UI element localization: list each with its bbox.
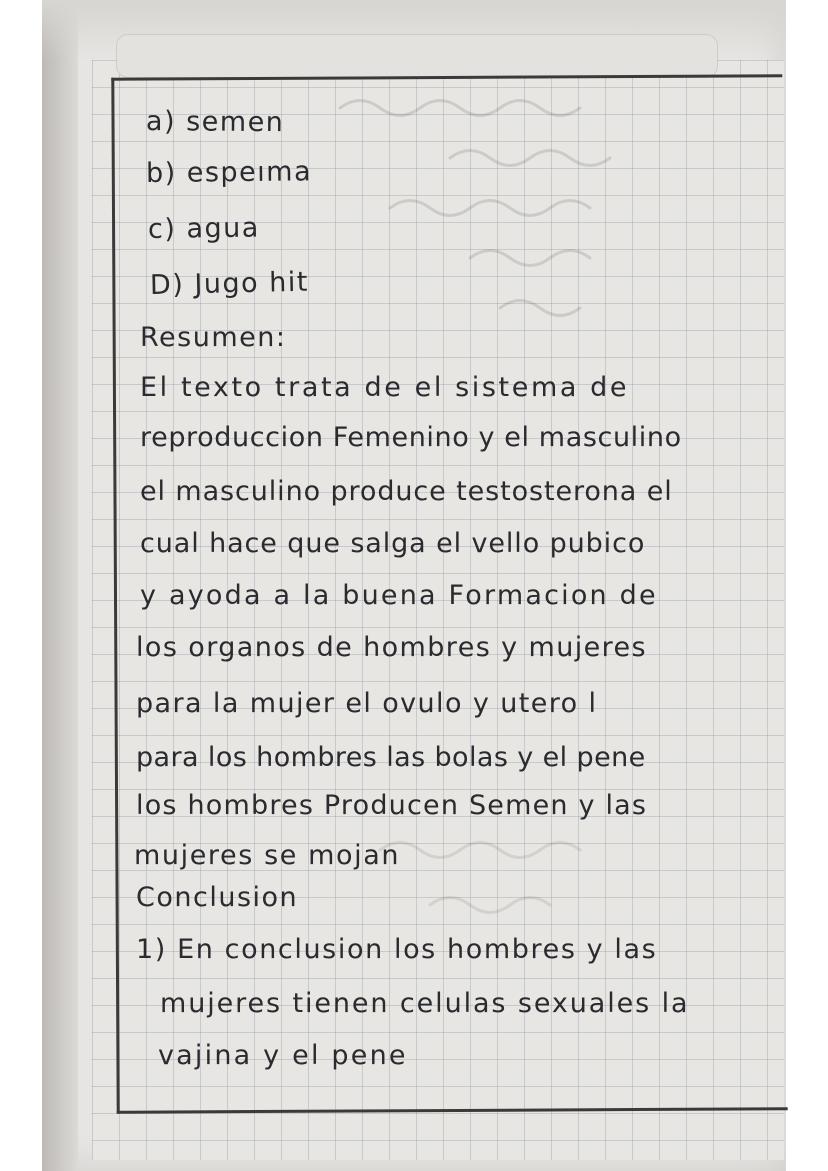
resumen-line-9: los hombres Producen Semen y las — [136, 790, 648, 821]
conclusion-line-3: vajina y el pene — [158, 1040, 408, 1071]
resumen-line-8: para los hombres las bolas y el pene — [136, 742, 646, 773]
option-a: a) semen — [145, 106, 285, 139]
option-d: D) Jugo hit — [149, 266, 310, 301]
conclusion-line-2: mujeres tienen celulas sexuales la — [160, 988, 690, 1019]
notebook-spine-shadow — [42, 0, 78, 1171]
page-header-strip — [116, 34, 718, 78]
resumen-line-5: y ayoda a la buena Formacion de — [140, 580, 658, 611]
resumen-line-6: los organos de hombres y mujeres — [136, 632, 648, 663]
conclusion-heading: Conclusion — [136, 882, 299, 913]
resumen-line-7: para la mujer el ovulo y utero l — [136, 688, 598, 719]
resumen-line-1: El texto trata de el sistema de — [140, 372, 630, 403]
resumen-line-2: reproduccion Femenino y el masculino — [140, 422, 682, 453]
resumen-line-3: el masculino produce testosterona el — [140, 476, 673, 507]
resumen-heading: Resumen: — [140, 322, 287, 353]
resumen-line-4: cual hace que salga el vello pubico — [140, 528, 646, 559]
conclusion-line-1: 1) En conclusion los hombres y las — [136, 934, 658, 965]
option-c: c) agua — [147, 212, 261, 245]
resumen-line-10: mujeres se mojan — [134, 840, 401, 871]
option-b: b) espeıma — [145, 156, 313, 189]
